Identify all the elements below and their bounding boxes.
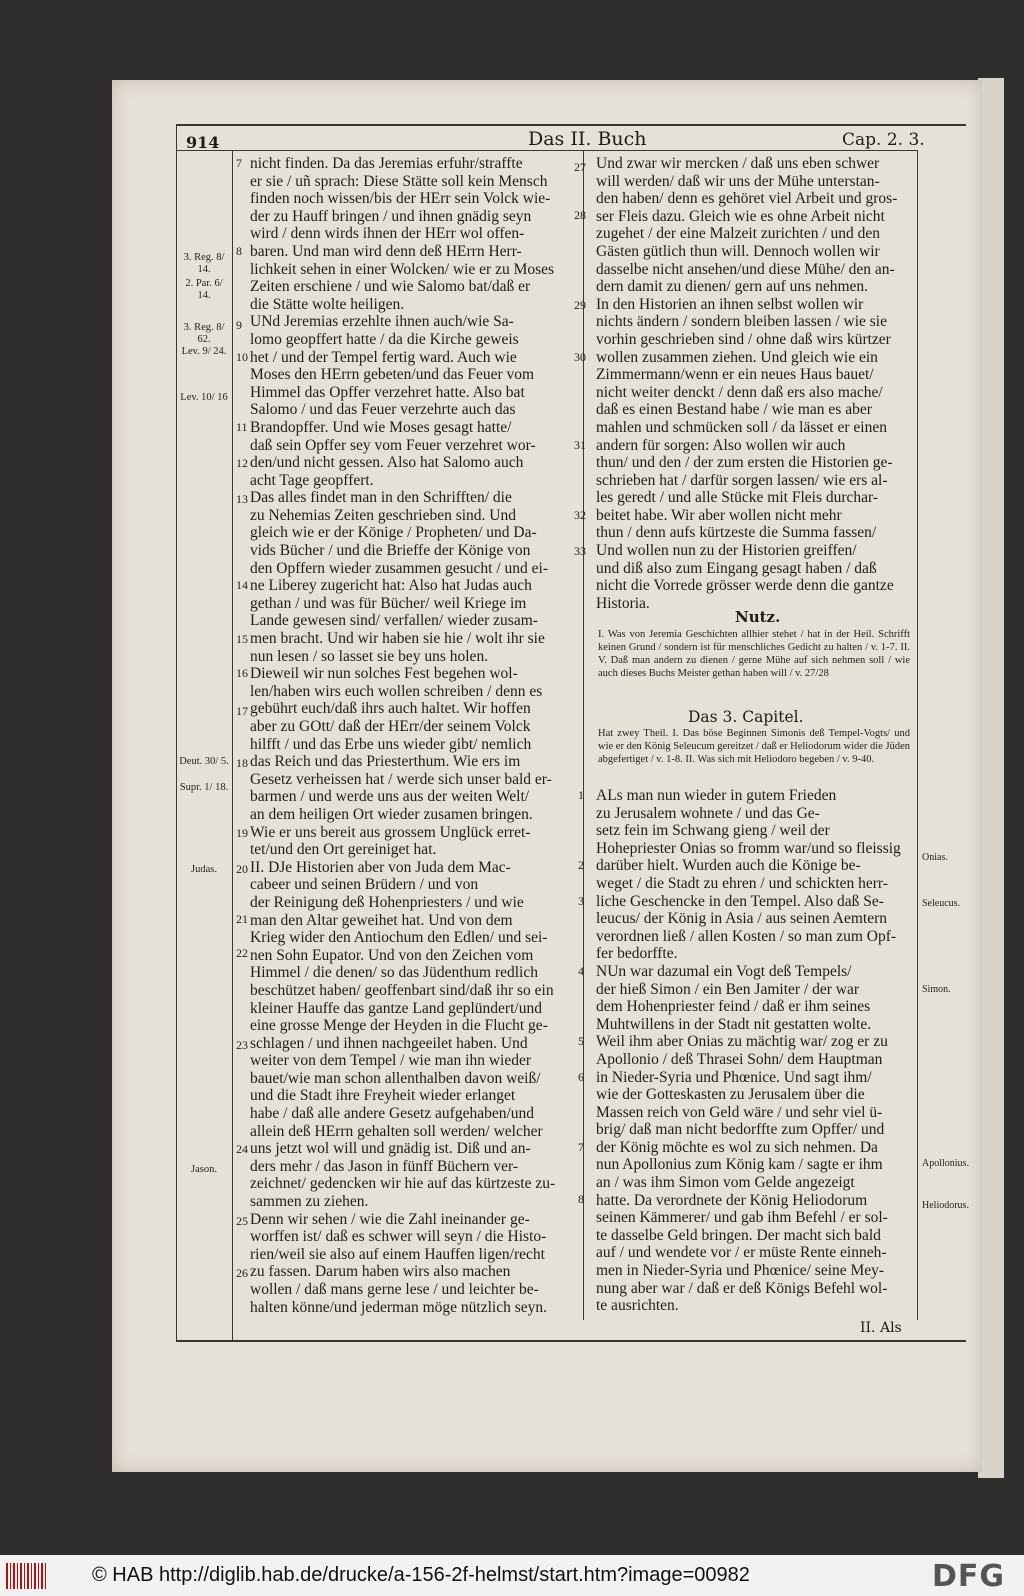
verse-number: 14: [236, 578, 248, 592]
margin-reference: Lev. 10/ 16: [180, 392, 228, 403]
text-line: liche Geschencke in den Tempel. Also daß Se-: [596, 892, 884, 910]
nutz-text: I. Was von Jeremia Geschichten allhier stehet / hat in der Heil. Schrifft keinen Grund / sondern ist für menschliches Gedicht zu halten / v. 1-7. II. V. Daß man andern zu dienen / gerne Mühe auf sich nehmen soll / wie auch dieses Buchs Meister gethan haben will / v. 27/28: [598, 629, 910, 679]
verse-number: 19: [236, 826, 248, 840]
text-line: nichts ändern / sondern bleiben lassen / wie sie: [596, 313, 887, 331]
text-line: te dasselbe Geld bringen. Der macht sich bald: [596, 1226, 881, 1244]
text-line: brig/ daß man nicht bedorffte zum Opffer/ und: [596, 1121, 885, 1139]
text-line: Moses den HErrn gebeten/und das Feuer vom: [250, 366, 535, 384]
text-line: halten könne/und jederman möge nützlich seyn.: [250, 1298, 547, 1316]
verse-number: 10: [236, 350, 248, 364]
nutz-heading: Nutz.: [735, 608, 781, 626]
text-line: te ausrichten.: [596, 1297, 679, 1315]
margin-reference: 3. Reg. 8/ 62.: [183, 322, 225, 345]
text-line: Und zwar wir mercken / daß uns eben schwer: [596, 155, 880, 172]
text-line: auf / und wendete vor / er müste Rente einneh-: [596, 1244, 887, 1262]
barcode-icon: [6, 1563, 48, 1589]
text-line: zu Jerusalem wohnete / und das Ge-: [596, 804, 820, 822]
text-line: seinen Kämmerer/ und gab ihm Befehl / er sol-: [596, 1209, 888, 1227]
text-line: wollen / daß mans gerne lese / und leichter be-: [250, 1281, 539, 1298]
text-line: der zu Hauff bringen / und ihnen gnädig seyn: [250, 207, 532, 225]
source-url[interactable]: © HAB http://diglib.hab.de/drucke/a-156-2f-helmst/start.htm?image=00982: [92, 1564, 750, 1586]
text-line: habe / daß alle andere Gesetz aufgehaben/und: [250, 1105, 535, 1123]
text-line: baren. Und man wird denn deß HErrn Herr-: [250, 242, 522, 260]
text-line: zeichnet/ gedencken wir hie auf das kürtzeste zu-: [250, 1175, 556, 1193]
text-line: Massen reich von Geld wäre / und sehr viel ü-: [596, 1103, 883, 1121]
verse-number: 33: [574, 544, 586, 558]
text-line: les geredt / und alle Stücke mit Fleis durchar-: [596, 489, 879, 507]
right-text-column-bottom: [596, 787, 914, 1315]
text-line: lichkeit sehen in einer Wolcken/ wie er zu Moses: [250, 260, 555, 278]
catchword: II. Als: [860, 1320, 902, 1336]
right-text-column-top: [596, 155, 914, 612]
margin-reference: Supr. 1/ 18.: [179, 782, 229, 793]
verse-number: 8: [578, 1192, 584, 1206]
text-line: vorhin geschrieben sind / ohne daß wirs kürtzer: [596, 330, 891, 348]
margin-name: Simon.: [922, 984, 951, 995]
margin-reference: Jason.: [191, 1164, 217, 1175]
text-line: nun Apollonius zum König kam / sagte er ihm: [596, 1156, 883, 1174]
text-line: Weil ihm aber Onias zu mächtig war/ zog er zu: [596, 1033, 888, 1051]
text-line: Zimmermann/wenn er ein neues Haus bauet/: [596, 366, 874, 384]
verse-number: 24: [236, 1142, 248, 1156]
text-line: uns jetzt wol will und gnädig ist. Diß und an-: [250, 1140, 531, 1158]
verse-number: 27: [574, 160, 586, 174]
text-line: den/und nicht gessen. Also hat Salomo auch: [250, 454, 524, 472]
verse-number: 13: [236, 492, 248, 506]
text-line: thun / denn aufs kürtzeste die Summa fassen/: [596, 524, 877, 542]
text-line: wird / denn wirds ihnen der HErr wol offen-: [250, 225, 525, 243]
left-text-column: [250, 155, 578, 1316]
text-line: len/haben wirs euch wollen schreiben / denn es: [250, 682, 543, 700]
text-line: kleiner Hauffe das gantze Land geplündert/und: [250, 999, 542, 1017]
page-number: 914: [186, 133, 220, 152]
text-line: het / und der Tempel fertig ward. Auch wie: [250, 348, 517, 366]
text-line: und die Stadt ihre Freyheit wieder erlanget: [250, 1087, 516, 1105]
text-line: men in Nieder-Syria und Phœnice/ seine Mey-: [596, 1262, 885, 1280]
text-line: der König möchte es wol zu sich nehmen. Da: [596, 1138, 878, 1156]
text-line: Lande gewesen sind/ verfallen/ wieder zusam-: [250, 612, 538, 630]
text-line: Salomo / und das Feuer verzehrte auch das: [250, 401, 516, 419]
text-line: er sie / uñ sprach: Diese Stätte soll kein Mensch: [250, 172, 548, 190]
verse-number: 16: [236, 666, 248, 680]
verse-number: 2: [578, 858, 584, 872]
bottom-rule: [176, 1340, 966, 1342]
text-line: setz fein im Schwang gieng / weil der: [596, 822, 830, 840]
text-line: Wie er uns bereit aus grossem Unglück erret-: [250, 823, 531, 841]
text-line: Gästen gütlich thun will. Dennoch wollen wir: [596, 242, 880, 260]
text-line: rien/weil sie also auf einem Hauffen ligen/recht: [250, 1245, 545, 1263]
text-line: ser Fleis dazu. Gleich wie es ohne Arbeit nicht: [596, 207, 885, 225]
text-line: leucus/ der König in Asia / aus seinen Aemtern: [596, 910, 887, 928]
text-line: daß sein Opffer sey vom Feuer verzehret wor-: [250, 436, 536, 454]
text-line: dem Hohenpriester feind / daß er ihm seines: [596, 998, 871, 1016]
margin-rule-left: [232, 150, 233, 1340]
text-line: Dieweil wir nun solches Fest begehen wol-: [250, 665, 518, 683]
chapter-reference: Cap. 2. 3.: [842, 130, 925, 150]
verse-number: 30: [574, 350, 586, 364]
text-line: weget / die Stadt zu ehren / und schickten herr-: [596, 874, 888, 892]
text-line: Gesetz verheissen hat / werde sich unser bald er-: [250, 770, 552, 788]
text-line: andern für sorgen: Also wollen wir auch: [596, 436, 846, 454]
text-line: ALs man nun wieder in gutem Frieden: [596, 787, 837, 804]
margin-reference: Lev. 9/ 24.: [181, 346, 227, 357]
text-line: Hohepriester Onias so fromm war/und so fleissig: [596, 839, 901, 857]
text-line: und diß also zum Eingang gesagt haben / daß: [596, 559, 877, 577]
text-line: der hieß Simon / ein Ben Jamiter / der war: [596, 980, 860, 998]
verse-number: 8: [236, 244, 242, 258]
chapter-3-heading: Das 3. Capitel.: [688, 708, 804, 726]
text-line: Himmel das Opffer verzehret hatte. Also bat: [250, 383, 525, 401]
verse-number: 6: [578, 1070, 584, 1084]
text-line: worffen ist/ daß es schwer will seyn / die Histo-: [250, 1228, 547, 1246]
margin-reference: 2. Par. 6/ 14.: [185, 278, 223, 301]
text-line: vids Bücher / und die Brieffe der Könige von: [250, 542, 531, 560]
text-line: thun/ und den / der zum ersten die Historien ge-: [596, 454, 893, 472]
text-line: beschützet haben/ geoffenbart sind/daß ihr so ein: [250, 981, 554, 999]
verse-number: 1: [578, 788, 584, 802]
verse-number: 32: [574, 508, 586, 522]
text-line: nung aber war / daß er deß Königs Befehl wol-: [596, 1279, 888, 1297]
text-line: zu Nehemias Zeiten geschrieben sind. Und: [250, 506, 516, 524]
verse-number: 29: [574, 298, 586, 312]
margin-reference: Judas.: [191, 864, 217, 875]
verse-number: 20: [236, 862, 248, 876]
text-line: gebührt euch/daß ihrs auch haltet. Wir hoffen: [250, 700, 531, 718]
verse-number: 21: [236, 912, 248, 926]
text-line: nicht weiter denckt / denn daß ers also mache/: [596, 383, 883, 401]
text-line: nicht finden. Da das Jeremias erfuhr/straffte: [250, 155, 523, 172]
text-line: gethan / und was für Bücher/ weil Kriege im: [250, 594, 527, 612]
text-line: Historia.: [596, 594, 650, 612]
text-line: bauet/wie man schon allenthalben davon weiß/: [250, 1069, 541, 1087]
text-line: finden noch wissen/bis der HErr sein Volck wie-: [250, 190, 551, 208]
text-line: das Reich und das Priesterthum. Wie ers im: [250, 753, 521, 771]
text-line: cabeer und seinen Brüdern / und von: [250, 876, 479, 894]
verse-number: 17: [236, 704, 248, 718]
text-line: weiter von dem Tempel / wie man ihn wieder: [250, 1052, 531, 1070]
text-line: nun lesen / so lasset sie bey uns holen.: [250, 647, 489, 665]
text-line: Apollonio / deß Thrasei Sohn/ dem Hauptman: [596, 1050, 883, 1068]
margin-name: Heliodorus.: [922, 1200, 969, 1211]
text-line: Das alles findet man in den Schrifften/ die: [250, 489, 512, 507]
chapter-3-summary: Hat zwey Theil. I. Das böse Beginnen Simonis deß Tempel-Vogts/ und wie er den König Seleucum gereitzet / daß er Heliodorum wider die Jüden abgefertiget / v. 1-8. II. Was sich mit Heliodoro begeben / v. 9-40.: [598, 728, 910, 765]
verse-number: 15: [236, 632, 248, 646]
text-line: den Opffern wieder zusammen gesucht / und ei-: [250, 559, 548, 577]
text-line: man den Altar geweihet hat. Und von dem: [250, 911, 513, 929]
verse-number: 12: [236, 456, 248, 470]
outer-left-rule: [176, 126, 177, 1340]
text-line: sammen zu ziehen.: [250, 1193, 369, 1211]
text-line: in Nieder-Syria und Phœnice. Und sagt ihm/: [596, 1068, 872, 1086]
margin-reference: 3. Reg. 8/ 14.: [183, 252, 225, 275]
verse-number: 9: [236, 318, 242, 332]
verse-number: 3: [578, 894, 584, 908]
text-line: men bracht. Und wir haben sie hie / wolt ihr sie: [250, 630, 545, 648]
text-line: mahlen und schmücken soll / da lässet er einen: [596, 418, 887, 436]
text-line: darüber hielt. Wurden auch die Könige be-: [596, 857, 861, 875]
text-line: II. DJe Historien aber von Juda dem Mac-: [250, 858, 511, 876]
text-line: ders mehr / das Jason in fünff Büchern ver-: [250, 1157, 518, 1175]
text-line: allein deß HErrn gehalten soll werden/ welcher: [250, 1122, 543, 1140]
text-line: gleich wie er der Könige / Propheten/ und Da-: [250, 524, 537, 542]
text-line: dern damit zu dienen/ gern auf uns nehmen.: [596, 278, 869, 296]
text-line: UNd Jeremias erzehlte ihnen auch/wie Sa-: [250, 313, 514, 331]
verse-number: 7: [578, 1140, 584, 1154]
verse-number: 22: [236, 946, 248, 960]
text-line: acht Tage geopffert.: [250, 471, 374, 489]
verse-number: 26: [236, 1266, 248, 1280]
margin-name: Onias.: [922, 852, 948, 863]
text-line: dasselbe nicht ansehen/und diese Mühe/ den an-: [596, 260, 895, 278]
text-line: barmen / und werde uns aus der weiten Welt/: [250, 788, 530, 806]
text-line: aber zu GOtt/ daß der HErr/der seinem Volck: [250, 718, 531, 735]
text-line: hatte. Da verordnete der König Heliodorum: [596, 1191, 868, 1209]
text-line: daß es einen Bestand habe / wie man es aber: [596, 401, 872, 419]
text-line: Und wollen nun zu der Historien greiffen/: [596, 542, 857, 560]
verse-number: 28: [574, 208, 586, 222]
text-line: lomo geopffert hatte / da die Kirche geweis: [250, 330, 519, 348]
running-head: Das II. Buch: [528, 128, 647, 150]
text-line: die Stätte wolte heiligen.: [250, 295, 405, 313]
text-line: Denn wir sehen / wie die Zahl ineinander ge-: [250, 1210, 530, 1228]
verse-number: 4: [578, 964, 584, 978]
text-line: an dem heiligen Ort wieder zusamen bringen.: [250, 805, 533, 823]
verse-number: 7: [236, 156, 242, 170]
top-rule: [176, 124, 966, 126]
margin-name: Seleucus.: [922, 898, 961, 909]
text-line: wie der Gotteskasten zu Jerusalem über die: [596, 1086, 865, 1104]
text-line: Muhtwillens in der Stadt nit gestatten wolte.: [596, 1015, 872, 1033]
footer-bar: [0, 1555, 1024, 1596]
dfg-logo: DFG: [932, 1559, 1006, 1594]
text-line: schlagen / und ihnen nachgeeilet haben. Und: [250, 1034, 528, 1052]
text-line: Himmel / die denen/ so das Jüdenthum redlich: [250, 964, 538, 982]
text-line: der Reinigung deß Hohenpriesters / und wie: [250, 893, 524, 911]
text-line: nicht die Vorrede grösser werde denn die gantze: [596, 577, 894, 595]
text-line: beitet habe. Wir aber wollen nicht mehr: [596, 506, 842, 524]
text-line: wollen zusammen ziehen. Und gleich wie ein: [596, 348, 878, 366]
verse-number: 5: [578, 1034, 584, 1048]
text-line: zugehet / der eine Malzeit zurichten / und den: [596, 225, 881, 243]
margin-rule-right: [917, 150, 918, 1320]
verse-number: 25: [236, 1214, 248, 1228]
verse-number: 11: [236, 420, 248, 434]
text-line: will werden/ daß wir uns der Mühe unterstan-: [596, 172, 880, 190]
text-line: den haben/ denn es gehöret viel Arbeit und gros-: [596, 190, 898, 208]
text-line: nen Sohn Eupator. Und von den Zeichen vom: [250, 946, 534, 964]
verse-number: 18: [236, 756, 248, 770]
text-line: zu fassen. Darum haben wirs also machen: [250, 1263, 511, 1281]
text-line: Krieg wider den Antiochum den Edlen/ und sei-: [250, 929, 548, 947]
text-line: Brandopffer. Und wie Moses gesagt hatte/: [250, 418, 512, 436]
text-line: In den Historien an ihnen selbst wollen wir: [596, 295, 864, 313]
text-line: hilfft / und das Erbe uns wieder gibt/ nemlich: [250, 735, 532, 753]
text-line: verordnen ließ / allen Kosten / so man zum Opf-: [596, 927, 897, 945]
text-line: tet/und den Ort gereiniget hat.: [250, 841, 437, 859]
text-line: Zeiten erschiene / und wie Salomo bat/daß er: [250, 278, 531, 296]
margin-name: Apollonius.: [922, 1158, 969, 1169]
text-line: schrieben hat / darfür sorgen lassen/ wie ers al-: [596, 471, 888, 489]
margin-reference: Deut. 30/ 5.: [179, 756, 229, 767]
text-line: ne Liberey zugericht hat: Also hat Judas auch: [250, 577, 532, 595]
header-rule: [176, 150, 918, 151]
text-line: an / was ihm Simon vom Gelde angezeigt: [596, 1174, 855, 1192]
text-line: NUn war dazumal ein Vogt deß Tempels/: [596, 962, 852, 980]
text-line: eine grosse Menge der Heyden in die Flucht ge-: [250, 1017, 548, 1035]
verse-number: 31: [574, 438, 586, 452]
text-line: fer bedorffte.: [596, 945, 678, 963]
verse-number: 23: [236, 1038, 248, 1052]
